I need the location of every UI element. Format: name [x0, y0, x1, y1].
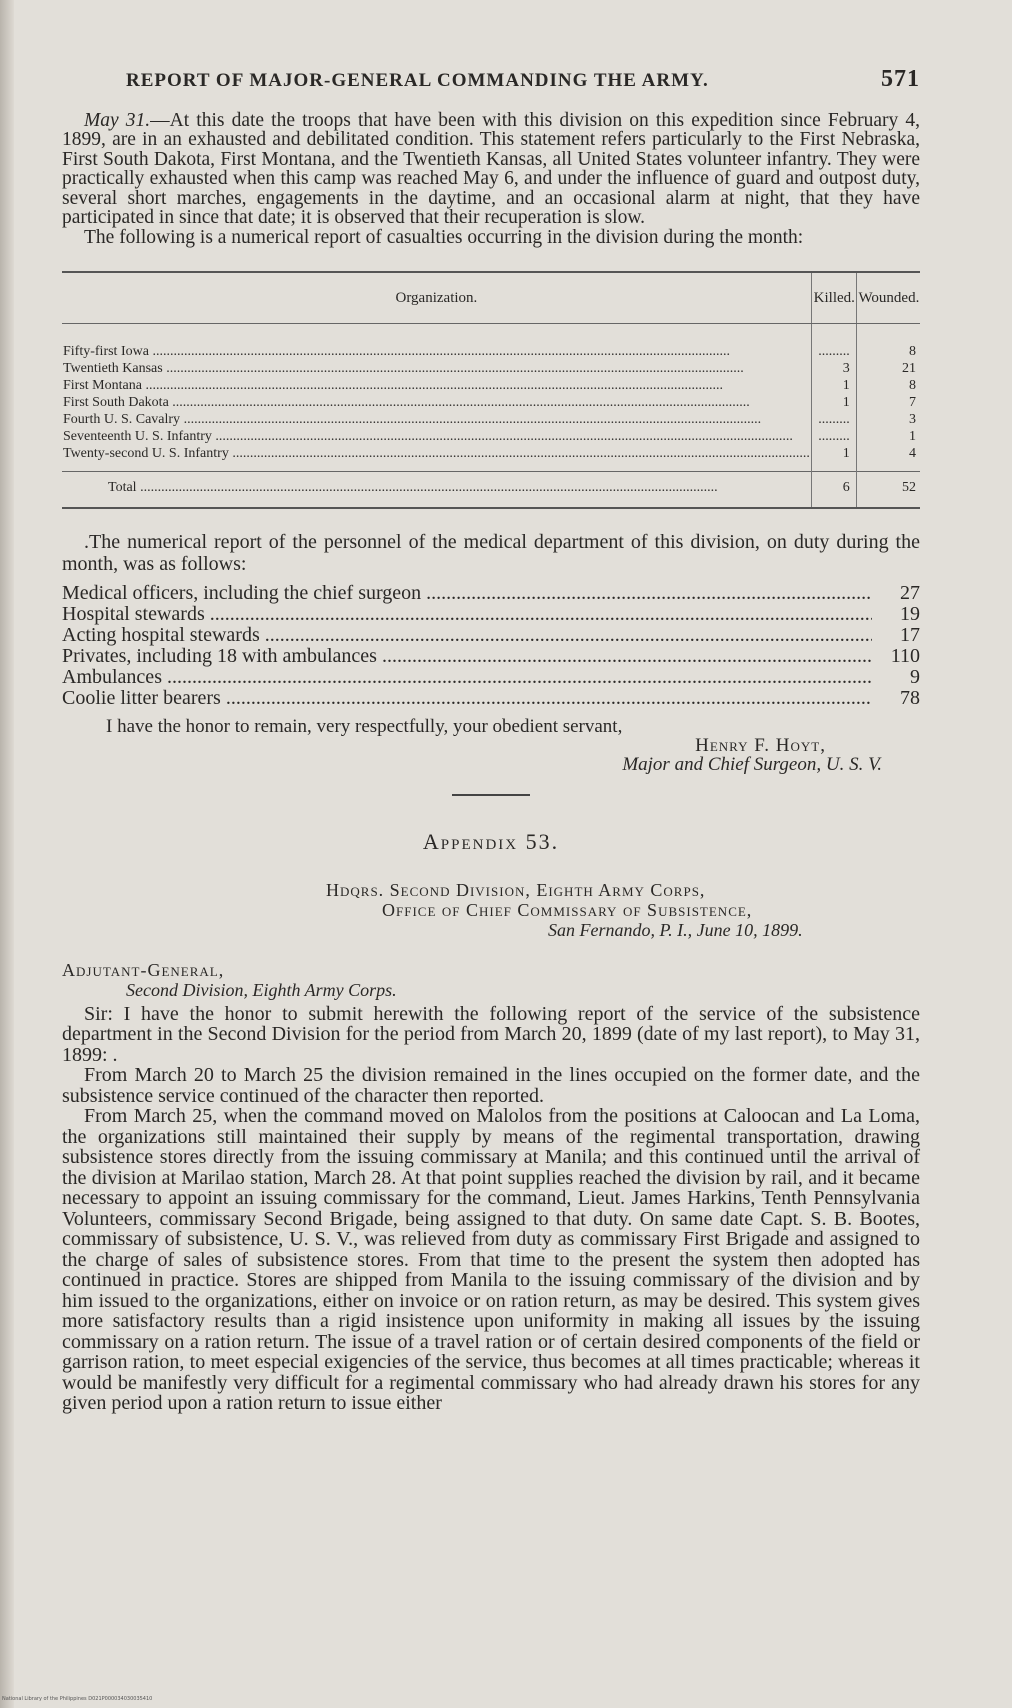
- table-row: [62, 360, 920, 377]
- table-row: [62, 428, 920, 445]
- row-wounded: 8: [856, 377, 920, 394]
- personnel-value: 27: [900, 582, 920, 604]
- header-wounded: Wounded.: [856, 272, 920, 324]
- row-wounded: 7: [856, 394, 920, 411]
- addressee: [62, 960, 920, 1000]
- personnel-label: Hospital stewards .....: [62, 604, 872, 625]
- row-killed: 1: [811, 377, 856, 394]
- personnel-label: Medical officers, including the chief surgeon .....: [62, 583, 872, 604]
- total-wounded: 52: [856, 472, 920, 509]
- closing-line: I have the honor to remain, very respectfully, your obedient servant,: [106, 716, 623, 737]
- personnel-label: Privates, including 18 with ambulances .....: [62, 646, 872, 667]
- personnel-value: 17: [900, 624, 920, 646]
- appendix-heading: Appendix 53.: [422, 829, 560, 854]
- table-row: [62, 445, 920, 472]
- row-killed: 3: [811, 360, 856, 377]
- signature-name: Henry F. Hoyt,: [695, 735, 826, 756]
- closing-block: [62, 717, 920, 774]
- list-item: [62, 667, 920, 688]
- table-row: [62, 377, 920, 394]
- header-organization: Organization.: [62, 272, 811, 324]
- total-killed: 6: [811, 472, 856, 509]
- row-organization: Fifty-first Iowa .....: [62, 324, 811, 361]
- row-organization: First Montana .....: [62, 377, 811, 394]
- row-wounded: 1: [856, 428, 920, 445]
- row-killed: 1: [811, 445, 856, 472]
- appendix-paragraph-3: From March 25, when the command moved on Malolos from the positions at Caloocan and La Loma, the organizations still maintained their supply by means of the regimental transportation, drawing subsistence stores directly from the issuing commissary at Manila; and this continued until the arrival of the division at Marilao station, March 28. At that point supplies reached the division by rail, and it became necessary to appoint an issuing commissary for the command, Lieut. James Harkins, Tenth Pennsylvania Volunteers, commissary Second Brigade, being assigned to that duty. On same date Capt. S. B. Bootes, commissary of subsistence, U. S. V., was relieved from duty as commissary First Brigade and assigned to the charge of sales of subsistence stores. From that time to the present the system then adopted has continued in practice. Stores are shipped from Manila to the issuing commissary of the division and by him issued to the organizations, either on invoice or on ration return, as may be desired. This system gives more satisfactory results than a rigid insistence upon uniformity in making all issues by the issuing commissary on a ration return. The issue of a travel ration or of certain desired components of the field or garrison ration, to meet especial exigencies of the service, thus becomes at all times practicable; whereas it would be manifestly very difficult for a regimental commissary who had already drawn his stores for any given period upon a ration return to issue either: [62, 1105, 920, 1414]
- personnel-label: Coolie litter bearers .....: [62, 688, 872, 709]
- list-item: [62, 646, 920, 667]
- letterhead: [62, 880, 920, 940]
- addressee-line-2: Second Division, Eighth Army Corps.: [126, 979, 397, 1000]
- total-label: Total .....: [62, 472, 811, 509]
- appendix-paragraph-2: From March 20 to March 25 the division remained in the lines occupied on the former date, and the subsistence service continued of the character then reported.: [62, 1064, 920, 1107]
- letterhead-line-1: Hdqrs. Second Division, Eighth Army Corps,: [326, 879, 706, 900]
- personnel-label: Acting hospital stewards .....: [62, 625, 872, 646]
- list-item: [62, 625, 920, 646]
- row-wounded: 8: [856, 324, 920, 361]
- row-organization: Seventeenth U. S. Infantry .....: [62, 428, 811, 445]
- personnel-label: Ambulances .....: [62, 667, 872, 688]
- addressee-line-1: Adjutant-General,: [62, 959, 225, 980]
- page-content: [62, 66, 920, 1414]
- total-row: [62, 472, 920, 509]
- personnel-value: 78: [900, 687, 920, 709]
- letterhead-line-2: Office of Chief Commissary of Subsistence,: [382, 899, 753, 920]
- personnel-intro: .The numerical report of the personnel of the medical department of this division, on duty during the month, was as follows:: [62, 531, 920, 575]
- table-row: [62, 324, 920, 361]
- row-killed: .........: [811, 324, 856, 361]
- section-divider: [452, 794, 530, 796]
- list-item: [62, 604, 920, 625]
- personnel-value: 110: [890, 645, 920, 667]
- casualty-table-header: [62, 272, 920, 324]
- row-organization: Twenty-second U. S. Infantry .....: [62, 445, 811, 472]
- running-head-title: REPORT OF MAJOR-GENERAL COMMANDING THE ARMY.: [126, 70, 709, 91]
- row-killed: .........: [811, 411, 856, 428]
- row-wounded: 4: [856, 445, 920, 472]
- page-number: 571: [881, 66, 920, 92]
- row-wounded: 3: [856, 411, 920, 428]
- row-organization: First South Dakota .....: [62, 394, 811, 411]
- row-organization: Fourth U. S. Cavalry .....: [62, 411, 811, 428]
- book-spine-shadow: [0, 0, 14, 1708]
- library-footer: National Library of the Philippines D021P000034030035410: [2, 1696, 153, 1702]
- row-wounded: 21: [856, 360, 920, 377]
- row-killed: 1: [811, 394, 856, 411]
- intro-paragraph-1-text: —At this date the troops that have been with this division on this expedition since February 4, 1899, are in an exhausted and debilitated condition. This statement refers particularly to the First Nebraska, First South Dakota, First Montana, and the Twentieth Kansas, all United States volunteer infantry. They were practically exhausted when this camp was reached May 6, and under the influence of guard and outpost duty, several short marches, engagements in the daytime, and an occasional alarm at night, that they have participated in since that date; it is observed that their recuperation is slow.: [62, 109, 920, 228]
- letterhead-line-3: San Fernando, P. I., June 10, 1899.: [548, 919, 803, 940]
- header-killed: Killed.: [811, 272, 856, 324]
- intro-paragraph-1: [62, 111, 920, 228]
- table-row: [62, 394, 920, 411]
- table-row: [62, 411, 920, 428]
- intro-paragraph-2: The following is a numerical report of casualties occurring in the division during the month:: [84, 226, 804, 248]
- dateline: May 31.: [84, 109, 151, 131]
- personnel-value: 9: [910, 666, 920, 688]
- personnel-list: [62, 583, 920, 709]
- appendix-paragraph-1: Sir: I have the honor to submit herewith the following report of the service of the subsistence department in the Second Division for the period from March 20, 1899 (date of my last report), to May 31, 1899: .: [62, 1002, 920, 1066]
- casualty-table: [62, 271, 920, 509]
- personnel-value: 19: [900, 603, 920, 625]
- appendix-body: [62, 1004, 920, 1414]
- signature-title: Major and Chief Surgeon, U. S. V.: [622, 754, 882, 775]
- list-item: [62, 583, 920, 604]
- running-head: [126, 66, 920, 92]
- row-organization: Twentieth Kansas .....: [62, 360, 811, 377]
- list-item: [62, 688, 920, 709]
- row-killed: .........: [811, 428, 856, 445]
